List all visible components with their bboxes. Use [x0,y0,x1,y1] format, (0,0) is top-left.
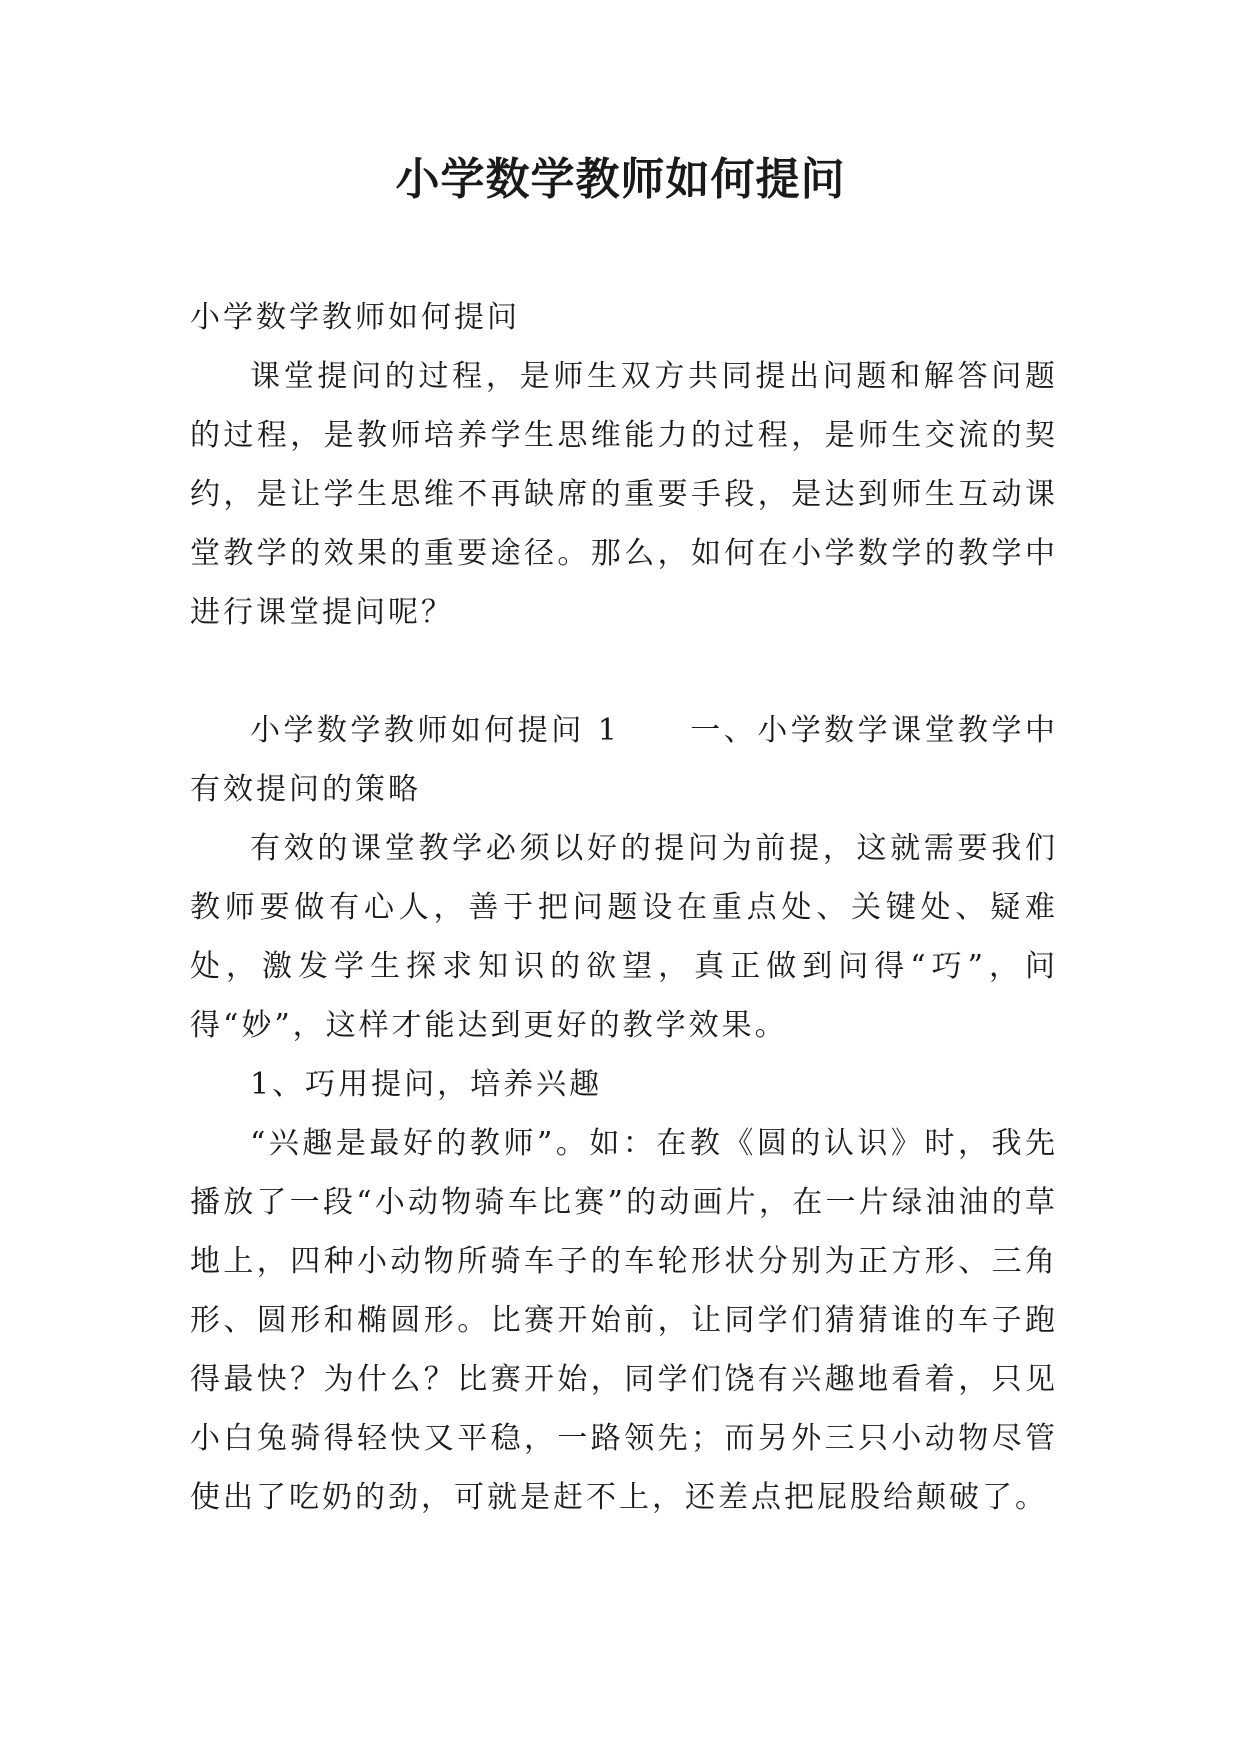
document-title: 小学数学教师如何提问 [395,154,846,205]
section-heading-line [190,701,1058,819]
point-heading: 1、巧用提问，培养兴趣 [250,1067,603,1102]
point-paragraph: “兴趣是最好的教师”。如：在教《圆的认识》时，我先播放了一段“小动物骑车比赛”的动画片，在一片绿油油的草地上，四种小动物所骑车子的车轮形状分别为正方形、三角形、圆形和椭圆形。比赛开始前，让同学们猜猜谁的车子跑得最快？为什么？比赛开始，同学们饶有兴趣地看着，只见小白兔骑得轻快又平稳，一路领先；而另外三只小动物尽管使出了吃奶的劲，可就是赶不上，还差点把屁股给颠破了。 [190,1126,1058,1515]
section-label: 小学数学教师如何提问 1 [250,713,620,748]
document-body [190,288,1058,1527]
document-subtitle: 小学数学教师如何提问 [190,300,520,335]
section-heading: 一、小学数学课堂教学中有效提问的策略 [190,713,1058,807]
paragraph-gap [190,642,1058,701]
intro-paragraph: 课堂提问的过程，是师生双方共同提出问题和解答问题的过程，是教师培养学生思维能力的过程，是师生交流的契约，是让学生思维不再缺席的重要手段，是达到师生互动课堂教学的效果的重要途径。那么，如何在小学数学的教学中进行课堂提问呢？ [190,359,1058,630]
section-paragraph: 有效的课堂教学必须以好的提问为前提，这就需要我们教师要做有心人，善于把问题设在重点处、关键处、疑难处，激发学生探求知识的欲望，真正做到问得“巧”，问得“妙”，这样才能达到更好的教学效果。 [190,831,1058,1043]
